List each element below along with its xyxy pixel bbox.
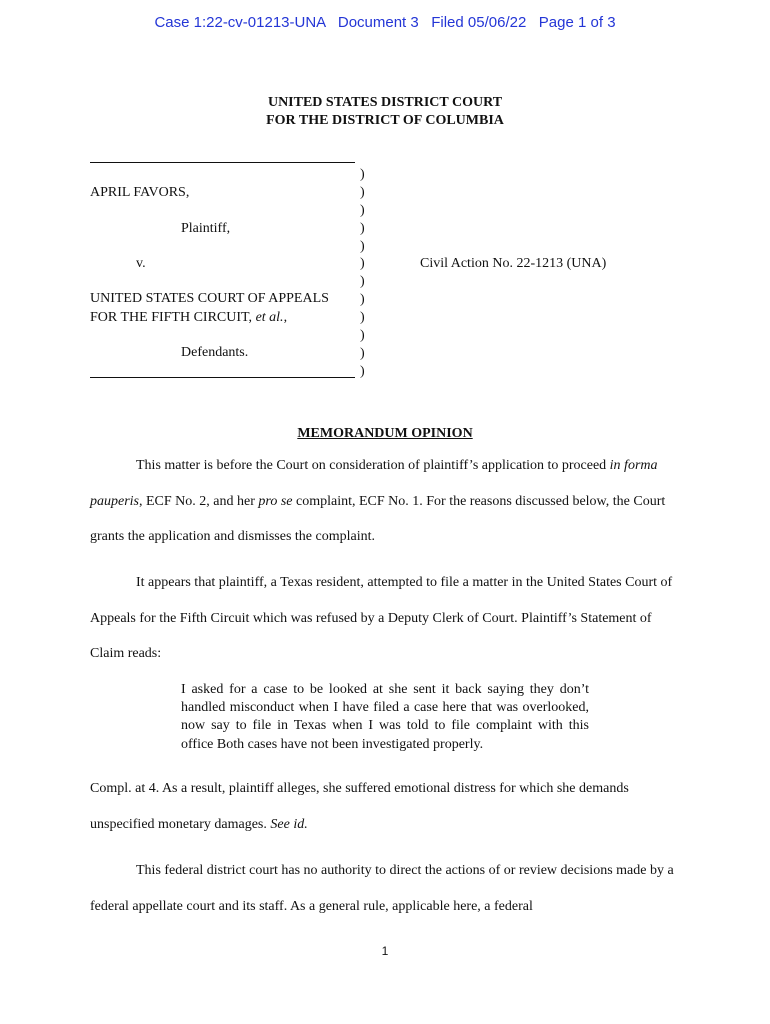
defendant-name-line2	[90, 309, 287, 327]
p3-italic-see-id: See id.	[270, 816, 308, 832]
defendant-name-line1: UNITED STATES COURT OF APPEALS	[90, 291, 329, 306]
p3-text: Compl. at 4. As a result, plaintiff alleges, she suffered emotional distress for which she demands unspecified monetary damages.	[90, 781, 629, 832]
caption-paren: )	[360, 363, 365, 379]
court-heading-line1: UNITED STATES DISTRICT COURT	[267, 95, 503, 110]
p1-italic-pro-se: pro se	[258, 493, 293, 509]
p4-text: This federal district court has no authority to direct the actions of or review decisions made by a federal appellate court and its staff. As a general rule, applicable here, a federal	[90, 863, 674, 914]
p1-text-a: This matter is before the Court on consideration of plaintiff’s application to proceed	[136, 458, 610, 473]
civil-action-number: Civil Action No. 22-1213 (UNA)	[420, 256, 607, 271]
caption-paren: )	[360, 328, 365, 344]
caption-paren: )	[360, 292, 365, 308]
memorandum-title: MEMORANDUM OPINION	[297, 426, 473, 441]
caption-paren: )	[360, 345, 365, 361]
caption-paren: )	[360, 274, 365, 290]
caption-parentheses	[360, 166, 365, 381]
plaintiff-name: APRIL FAVORS,	[90, 185, 190, 200]
page-number: 1	[381, 944, 389, 958]
caption-top-rule	[90, 162, 355, 163]
versus: v.	[136, 256, 146, 271]
block-quote: I asked for a case to be looked at she sent it back saying they don’t handled misconduct when I have filed a case here that was overlooked, now say to file in Texas when I was told to file complaint with this office Both cases have not been investigated properly.	[181, 682, 589, 752]
p1-text-b: , ECF No. 2, and her	[139, 493, 259, 509]
caption-bottom-rule	[90, 377, 355, 378]
defendant-line2-comma: ,	[283, 310, 288, 325]
et-al: et al.	[255, 310, 284, 325]
defendant-line2-text: FOR THE FIFTH CIRCUIT,	[90, 310, 256, 325]
plaintiff-role: Plaintiff,	[181, 221, 231, 236]
p1-text-c: complaint, ECF No. 1. For the reasons discussed below, the Court grants the application and dismisses the complaint.	[90, 493, 666, 544]
defendant-role: Defendants.	[181, 345, 249, 360]
caption-paren: )	[360, 202, 365, 218]
caption-paren: )	[360, 167, 365, 182]
caption-paren: )	[360, 220, 365, 236]
caption-paren: )	[360, 256, 365, 272]
caption-paren: )	[360, 184, 365, 200]
caption-paren: )	[360, 310, 365, 326]
case-header-stamp: Case 1:22-cv-01213-UNA Document 3 Filed 05/06/22 Page 1 of 3	[154, 14, 616, 31]
p1-italic-ifp: in forma pauperis	[90, 458, 658, 509]
paragraph-2	[90, 565, 680, 672]
p2-text: It appears that plaintiff, a Texas resident, attempted to file a matter in the United States Court of Appeals for the Fifth Circuit which was refused by a Deputy Clerk of Court. Plaintiff’s Statement of Claim reads:	[90, 575, 673, 661]
caption-paren: )	[360, 238, 365, 254]
court-heading-line2: FOR THE DISTRICT OF COLUMBIA	[266, 113, 504, 128]
paragraph-3	[90, 771, 680, 842]
court-heading	[0, 94, 770, 130]
paragraph-1	[90, 448, 680, 555]
paragraph-4	[90, 853, 680, 924]
